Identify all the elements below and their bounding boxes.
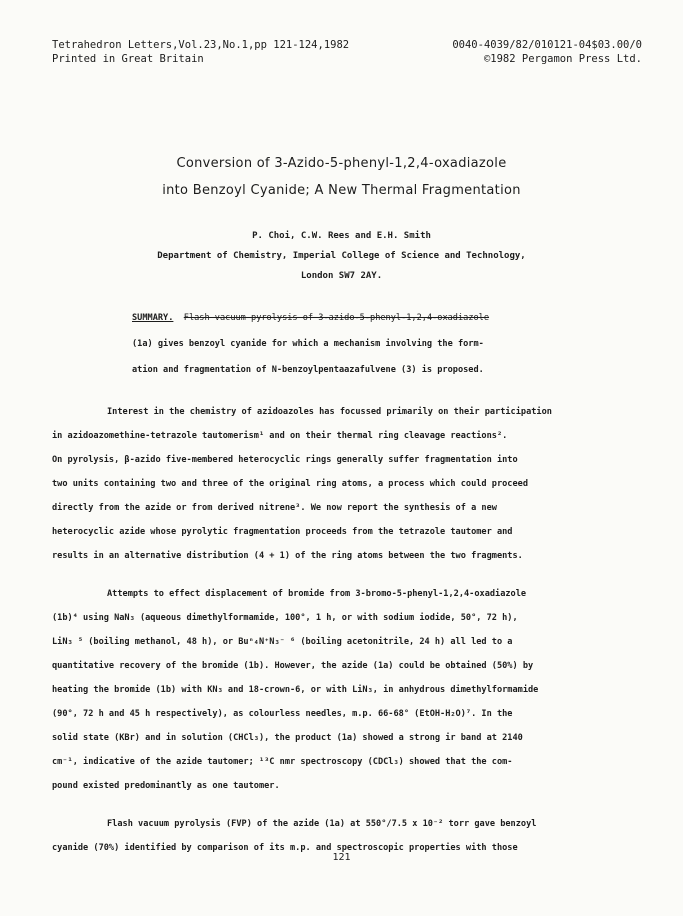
copyright: ©1982 Pergamon Press Ltd. <box>483 53 642 65</box>
summary-block <box>132 305 592 383</box>
title-line-2: into Benzoyl Cyanide; A New Thermal Fragmentation <box>162 183 521 198</box>
para2-line: (1b)⁴ using NaN₃ (aqueous dimethylformamide, 100°, 1 h, or with sodium iodide, 50°, 72 h), <box>52 613 518 623</box>
journal-citation: Tetrahedron Letters,Vol.23,No.1,pp 121-124,1982 <box>52 39 350 51</box>
article-title <box>0 150 683 204</box>
printed-location: Printed in Great Britain <box>52 53 204 65</box>
para1-line: heterocyclic azide whose pyrolytic fragmentation proceeds from the tetrazole tautomer and <box>52 527 513 537</box>
para2-line: heating the bromide (1b) with KN₃ and 18-crown-6, or with LiN₃, in anhydrous dimethylformamide <box>52 685 539 695</box>
para1-line: On pyrolysis, β-azido five-membered heterocyclic rings generally suffer fragmentation into <box>52 455 518 465</box>
article-code: 0040-4039/82/010121-04$03.00/0 <box>452 39 642 51</box>
page-number: 121 <box>332 852 351 863</box>
para3-line: Flash vacuum pyrolysis (FVP) of the azide (1a) at 550°/7.5 x 10⁻² torr gave benzoyl <box>107 819 537 829</box>
para1-line: results in an alternative distribution (4 + 1) of the ring atoms between the two fragments. <box>52 551 523 561</box>
para2-line: solid state (KBr) and in solution (CHCl₃), the product (1a) showed a strong ir band at 2140 <box>52 733 523 743</box>
para2-line: quantitative recovery of the bromide (1b). However, the azide (1a) could be obtained (50%) by <box>52 661 534 671</box>
affiliation: Department of Chemistry, Imperial College of Science and Technology, <box>157 251 526 261</box>
para2-line: LiN₃ ⁵ (boiling methanol, 48 h), or Buⁿ₄N⁺N₃⁻ ⁶ (boiling acetonitrile, 24 h) all led to a <box>52 637 513 647</box>
para2-line: cm⁻¹, indicative of the azide tautomer; ¹³C nmr spectroscopy (CDCl₃) showed that the com- <box>52 757 513 767</box>
summary-line-2: (1a) gives benzoyl cyanide for which a mechanism involving the form- <box>132 339 484 349</box>
author-names: P. Choi, C.W. Rees and E.H. Smith <box>252 231 431 241</box>
para1-line: directly from the azide or from derived nitrene³. We now report the synthesis of a new <box>52 503 497 513</box>
summary-label: SUMMARY. <box>132 313 174 323</box>
para2-line: Attempts to effect displacement of bromide from 3-bromo-5-phenyl-1,2,4-oxadiazole <box>107 589 527 599</box>
body-text <box>52 400 638 860</box>
para1-line: two units containing two and three of the original ring atoms, a process which could proceed <box>52 479 528 489</box>
author-block <box>0 226 683 286</box>
journal-header <box>52 38 642 66</box>
affiliation-city: London SW7 2AY. <box>300 271 383 281</box>
para2-line: (90°, 72 h and 45 h respectively), as colourless needles, m.p. 66-68° (EtOH-H₂O)⁷. In the <box>52 709 513 719</box>
summary-line-3: ation and fragmentation of N-benzoylpentaazafulvene (3) is proposed. <box>132 365 484 375</box>
para3-line: cyanide (70%) identified by comparison of its m.p. and spectroscopic properties with those <box>52 843 518 853</box>
title-line-1: Conversion of 3-Azido-5-phenyl-1,2,4-oxadiazole <box>176 156 507 171</box>
para1-line: Interest in the chemistry of azidoazoles has focussed primarily on their participation <box>107 407 552 417</box>
para2-line: pound existed predominantly as one tautomer. <box>52 781 280 791</box>
para1-line: in azidoazomethine-tetrazole tautomerism¹ and on their thermal ring cleavage reactions². <box>52 431 508 441</box>
summary-line-1: Flash vacuum pyrolysis of 3-azido-5-phenyl-1,2,4-oxadiazole <box>183 313 490 323</box>
